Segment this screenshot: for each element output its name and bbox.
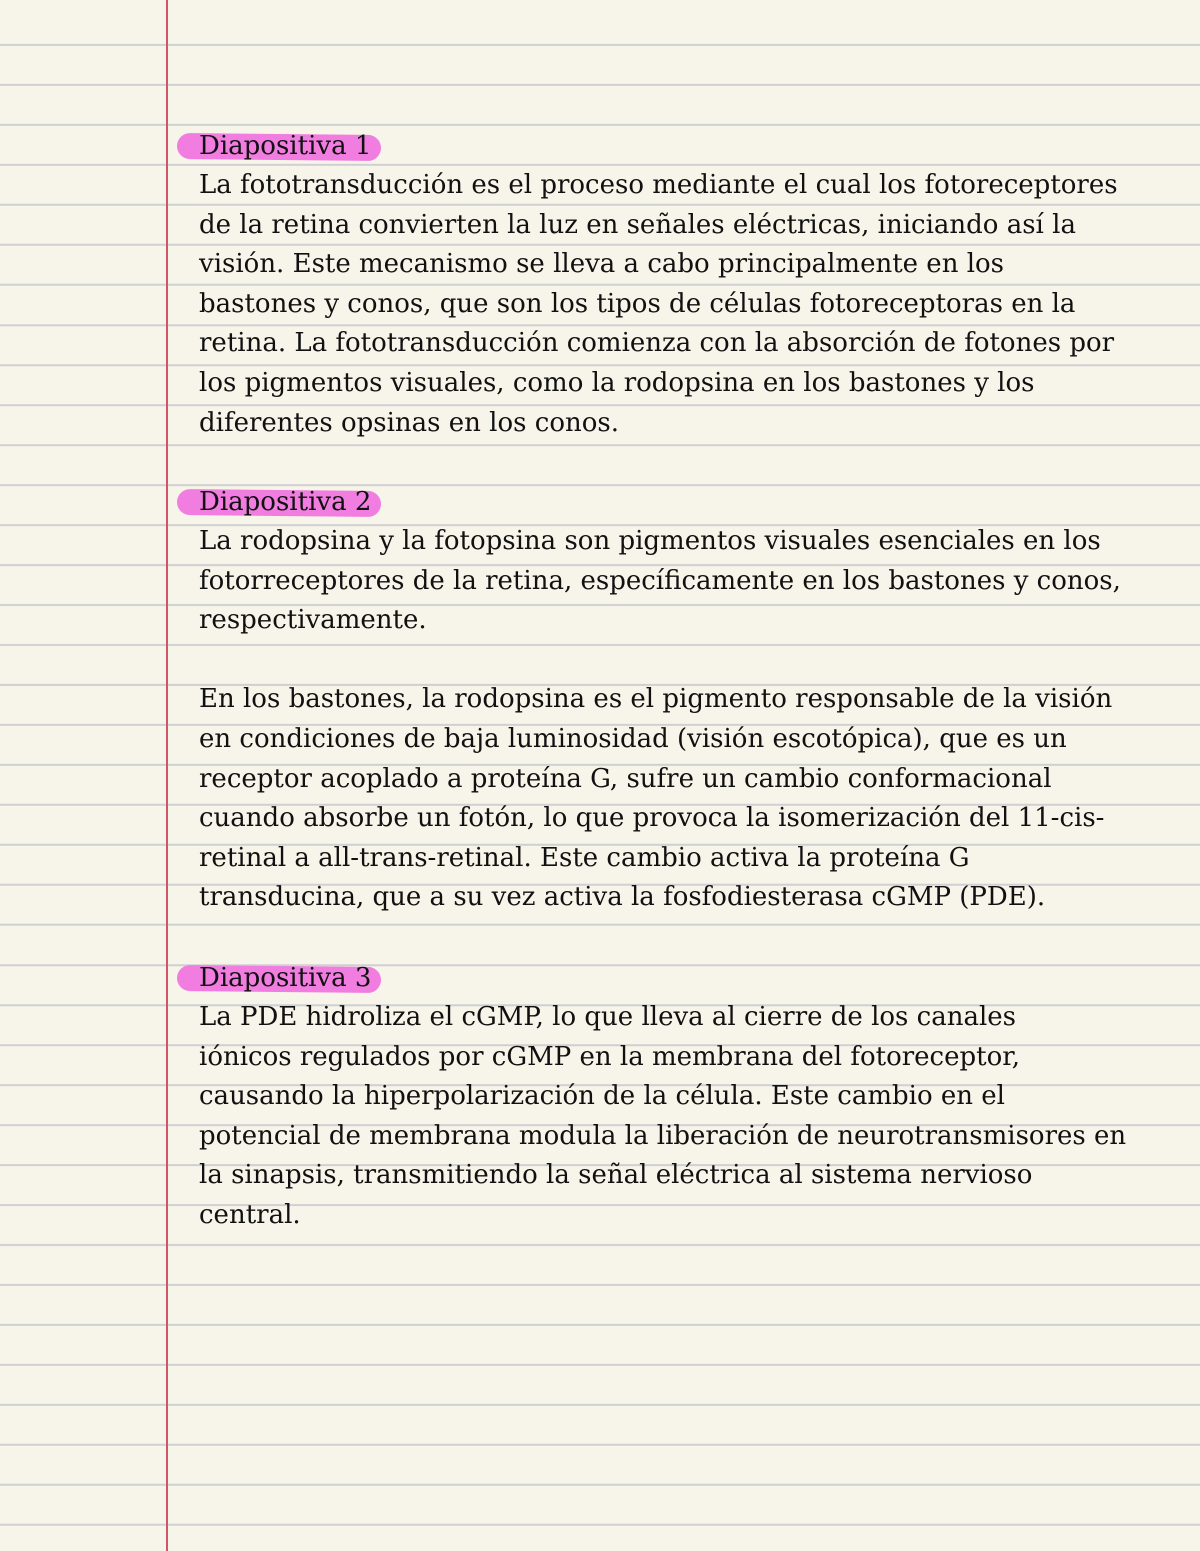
- slide-2-section: [199, 482, 1169, 918]
- slide-3-title: Diapositiva 3: [199, 963, 372, 993]
- slide-2-paragraph-1: La rodopsina y la fotopsina son pigmentos visuales esenciales en los fotorreceptores de la retina, específicamente en los bastones y conos, respectivamente.: [199, 526, 1121, 636]
- slide-3-heading: [199, 958, 371, 998]
- slide-2-paragraph-2: En los bastones, la rodopsina es el pigmento responsable de la visión en condiciones de baja luminosidad (visión escotópica), que es un receptor acoplado a proteína G, sufre un cambio conformacional cuando absorbe un fotón, lo que provoca la isomerización del 11-cis- retinal a all-trans-retinal. Este cambio activa la proteína G transducina, que a su vez activa la fosfodiesterasa cGMP (PDE).: [199, 684, 1113, 913]
- slide-1-heading: [199, 126, 371, 166]
- slide-1-title: Diapositiva 1: [199, 131, 372, 161]
- slide-1-paragraph-1: La fototransducción es el proceso mediante el cual los fotoreceptores de la retina convierten la luz en señales eléctricas, iniciando así la visión. Este mecanismo se lleva a cabo principalmente en los bastones y conos, que son los tipos de células fotoreceptoras en la retina. La fototransducción comienza con la absorción de fotones por los pigmentos visuales, como la rodopsina en los bastones y los diferentes opsinas en los conos.: [199, 170, 1118, 438]
- slide-2-heading: [199, 482, 371, 522]
- slide-3-section: [199, 958, 1169, 1236]
- notebook-margin-line: [166, 0, 168, 1551]
- slide-3-paragraph-1: La PDE hidroliza el cGMP, lo que lleva al cierre de los canales iónicos regulados por cGMP en la membrana del fotoreceptor, causando la hiperpolarización de la célula. Este cambio en el potencial de membrana modula la liberación de neurotransmisores en la sinapsis, transmitiendo la señal eléctrica al sistema nervioso central.: [199, 1002, 1127, 1230]
- slide-1-section: [199, 126, 1169, 443]
- slide-2-title: Diapositiva 2: [199, 487, 372, 517]
